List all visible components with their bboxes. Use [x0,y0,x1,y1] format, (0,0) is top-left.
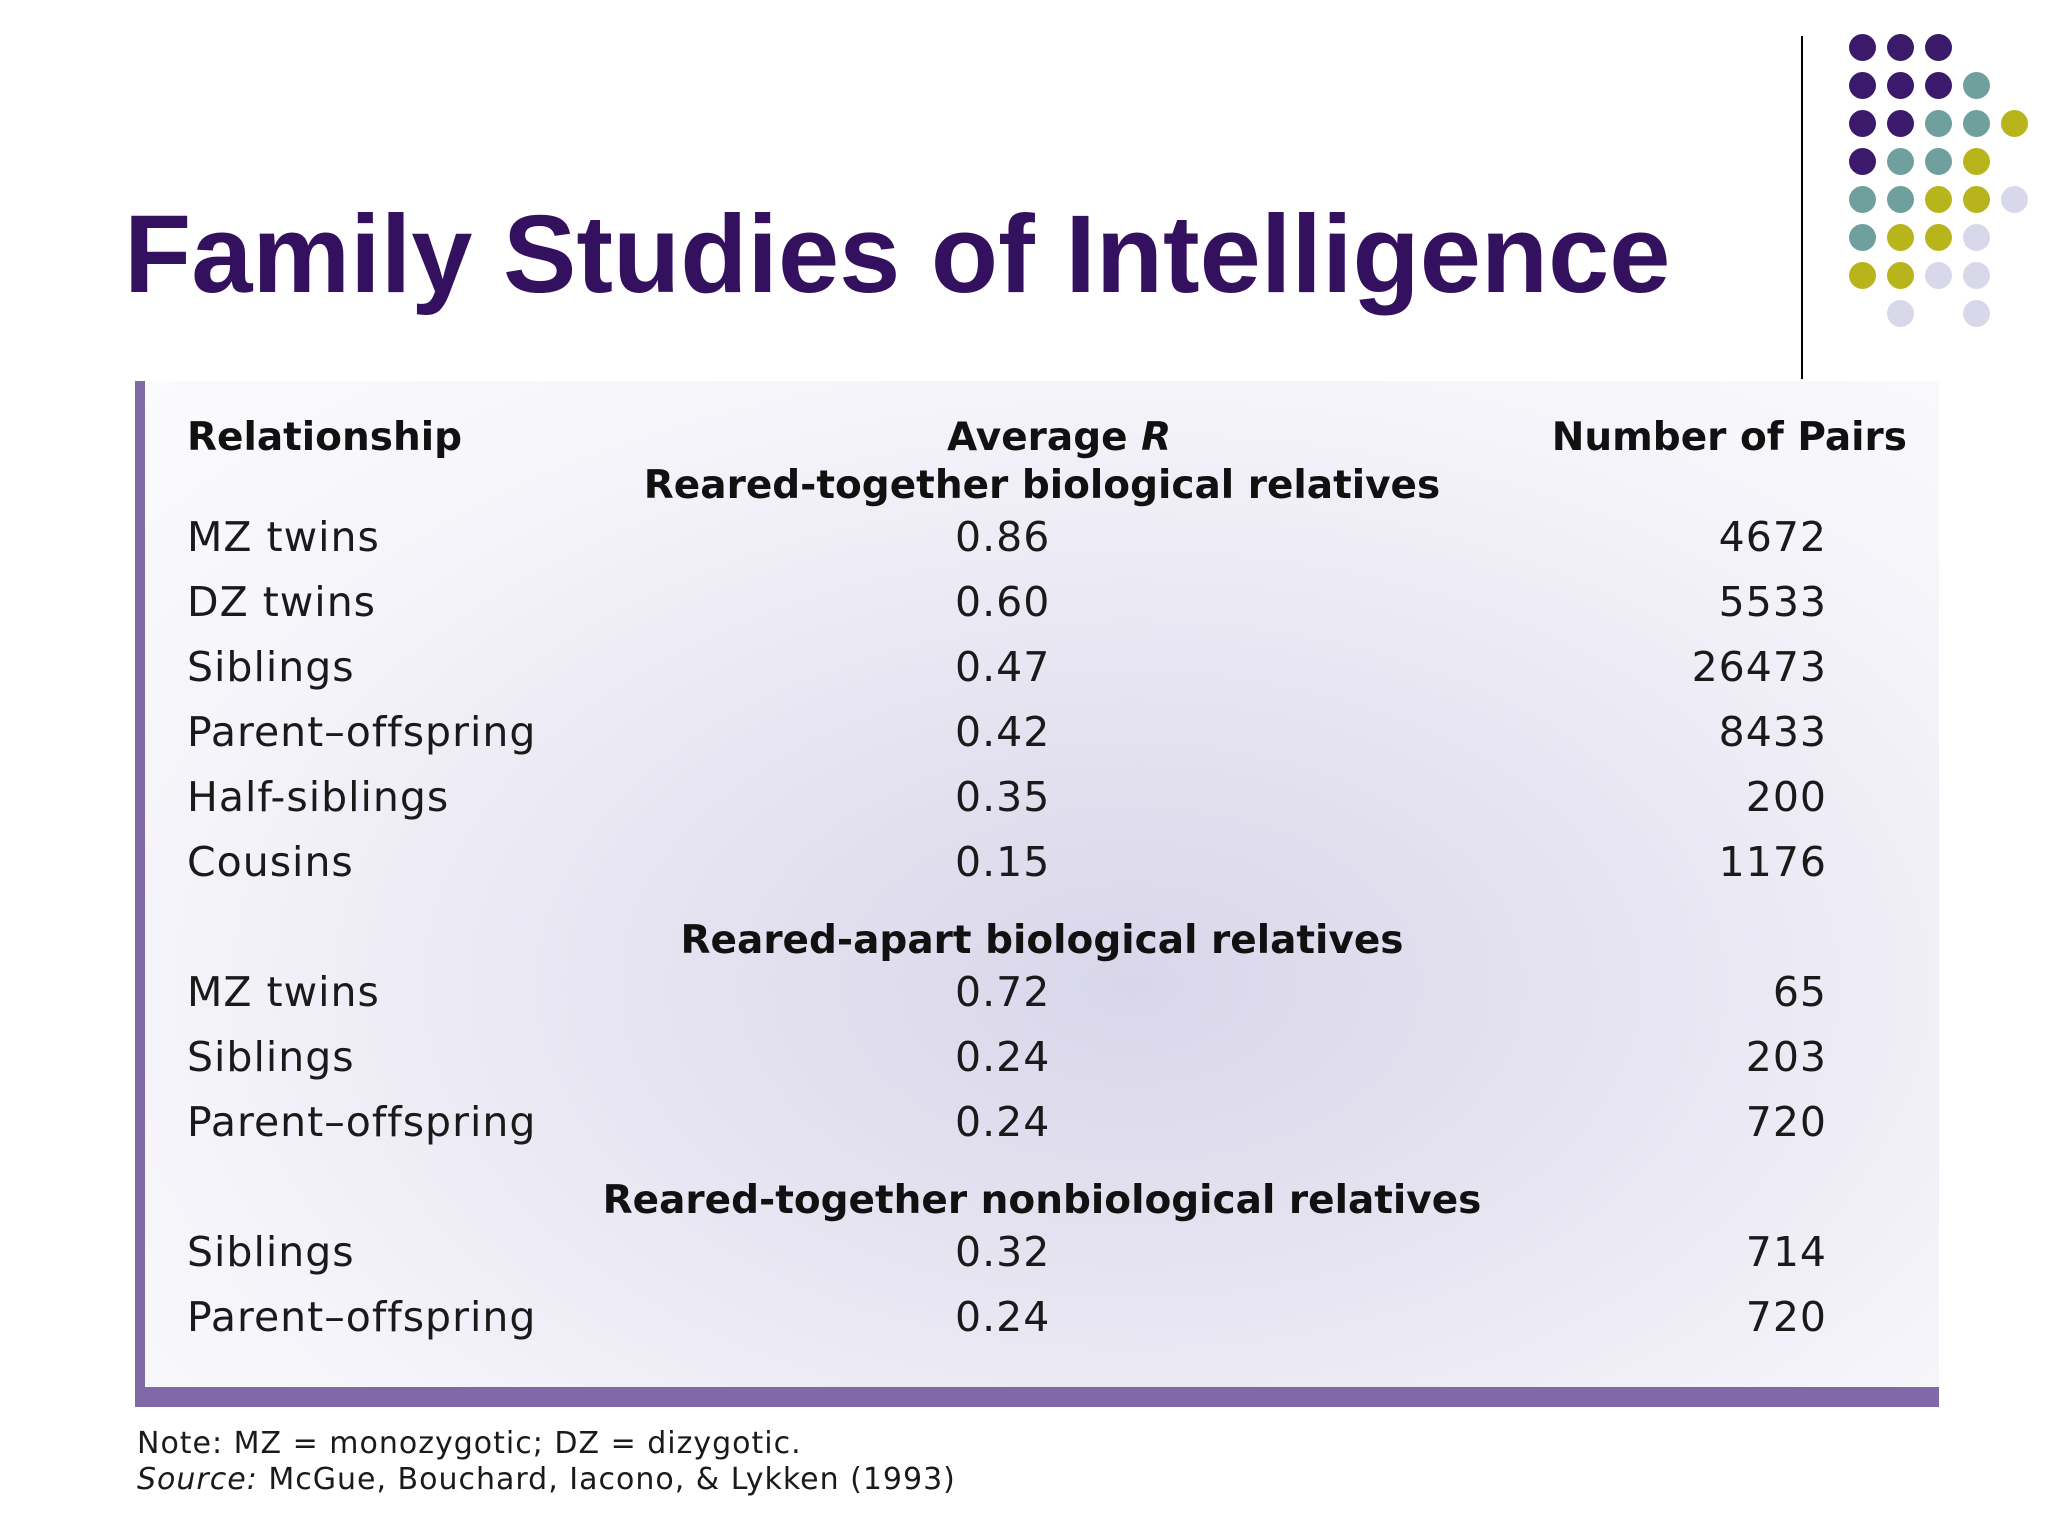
decorative-dot [1887,224,1914,251]
decorative-dot [1925,186,1952,213]
decorative-dot [1925,224,1952,251]
source-text: McGue, Bouchard, Iacono, & Lykken (1993) [257,1462,956,1497]
cell-number-of-pairs: 65 [1772,968,1827,1016]
note-source [137,1462,956,1497]
cell-relationship: Parent–offspring [187,1098,537,1146]
data-table [135,381,1939,1407]
cell-average-r: 0.47 [955,643,1051,691]
cell-average-r: 0.24 [955,1098,1051,1146]
cell-average-r: 0.24 [955,1033,1051,1081]
decorative-dot [1925,34,1952,61]
decorative-dot [1887,72,1914,99]
slide-title: Family Studies of Intelligence [124,193,1671,316]
decorative-dot [2001,110,2028,137]
table-row [145,578,1939,638]
decorative-dot [1849,262,1876,289]
cell-relationship: Parent–offspring [187,1293,537,1341]
cell-average-r: 0.42 [955,708,1051,756]
cell-relationship: DZ twins [187,578,377,626]
decorative-dot [1849,148,1876,175]
decorative-dot [1849,34,1876,61]
table-row [145,1098,1939,1158]
header-average-r-symbol: R [1141,415,1172,460]
cell-relationship: Siblings [187,1228,355,1276]
table-row [145,1293,1939,1353]
cell-relationship: Cousins [187,838,354,886]
decorative-dot [1925,110,1952,137]
cell-relationship: Parent–offspring [187,708,537,756]
decorative-dot [1849,186,1876,213]
section-header: Reared-together biological relatives [643,463,1441,508]
cell-number-of-pairs: 203 [1745,1033,1827,1081]
source-label: Source: [137,1462,258,1497]
cell-average-r: 0.72 [955,968,1051,1016]
cell-relationship: Half-siblings [187,773,450,821]
decorative-dot [1963,72,1990,99]
table-row [145,1228,1939,1288]
header-average-r-prefix: Average [947,415,1142,460]
table-row [145,773,1939,833]
cell-average-r: 0.24 [955,1293,1051,1341]
decorative-dot [1925,148,1952,175]
section-header: Reared-apart biological relatives [680,918,1404,963]
decorative-dot [1849,224,1876,251]
cell-relationship: Siblings [187,1033,355,1081]
decorative-dot [2001,186,2028,213]
cell-average-r: 0.15 [955,838,1051,886]
cell-number-of-pairs: 1176 [1718,838,1827,886]
cell-average-r: 0.60 [955,578,1051,626]
cell-relationship: Siblings [187,643,355,691]
decorative-dot [1849,110,1876,137]
table-row [145,838,1939,898]
decorative-dot [1963,148,1990,175]
cell-number-of-pairs: 720 [1745,1098,1827,1146]
table-row [145,1033,1939,1093]
cell-number-of-pairs: 5533 [1718,578,1827,626]
decorative-dot [1963,262,1990,289]
header-relationship: Relationship [187,415,462,460]
cell-number-of-pairs: 200 [1745,773,1827,821]
decorative-dot [1849,72,1876,99]
header-number-of-pairs: Number of Pairs [1551,415,1907,460]
cell-number-of-pairs: 4672 [1718,513,1827,561]
decorative-dot [1887,148,1914,175]
cell-number-of-pairs: 8433 [1718,708,1827,756]
decorative-dot [1963,224,1990,251]
note-abbreviations: Note: MZ = monozygotic; DZ = dizygotic. [137,1426,802,1461]
decorative-dot [1887,186,1914,213]
cell-average-r: 0.32 [955,1228,1051,1276]
cell-average-r: 0.35 [955,773,1051,821]
decorative-dot [1963,110,1990,137]
decorative-dot [1887,300,1914,327]
table-row [145,643,1939,703]
table-row [145,968,1939,1028]
table-row [145,513,1939,573]
decorative-dot [1887,262,1914,289]
cell-relationship: MZ twins [187,513,380,561]
decorative-dot [1925,72,1952,99]
cell-number-of-pairs: 720 [1745,1293,1827,1341]
table-row [145,708,1939,768]
cell-number-of-pairs: 714 [1745,1228,1827,1276]
title-divider-line [1801,36,1803,379]
cell-average-r: 0.86 [955,513,1051,561]
decorative-dot [1887,110,1914,137]
section-header: Reared-together nonbiological relatives [602,1178,1482,1223]
header-average-r [947,415,1171,460]
decorative-dot [1925,262,1952,289]
decorative-dot [1963,186,1990,213]
cell-number-of-pairs: 26473 [1691,643,1827,691]
cell-relationship: MZ twins [187,968,380,1016]
decorative-dot [1887,34,1914,61]
decorative-dot [1963,300,1990,327]
